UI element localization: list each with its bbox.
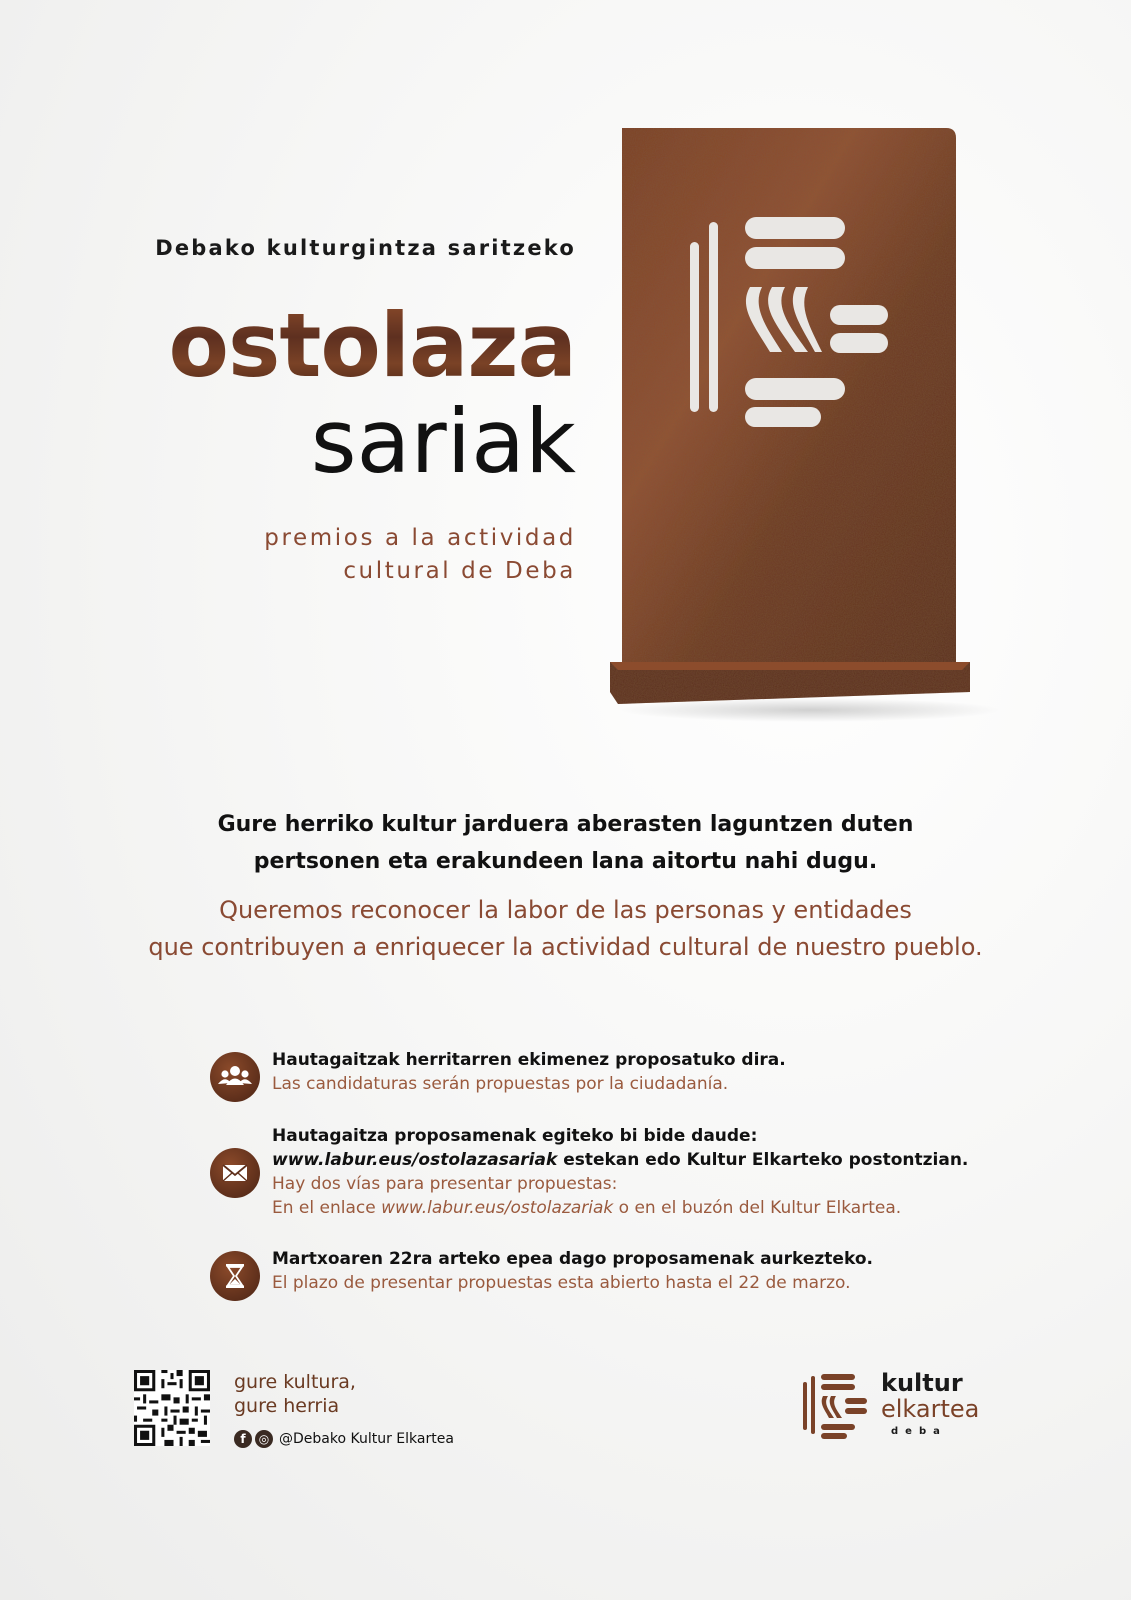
info-deadline-spanish: El plazo de presentar propuestas esta abierto hasta el 22 de marzo. — [272, 1273, 851, 1293]
hourglass-icon — [210, 1251, 260, 1301]
spanish-link-pre: En el enlace — [272, 1198, 382, 1218]
info-candidates-basque: Hautagaitzak herritarren ekimenez proposatuko dira. — [272, 1050, 786, 1070]
title-sariak: sariak — [310, 390, 576, 493]
intro-spanish — [0, 892, 1131, 966]
info-submission-spanish-line1: Hay dos vías para presentar propuestas: — [272, 1174, 618, 1194]
people-icon — [210, 1052, 260, 1102]
logo-word-kultur: kultur — [881, 1369, 963, 1397]
info-submission-basque-line2 — [272, 1148, 1032, 1172]
spanish-link-rest: o en el buzón del Kultur Elkartea. — [613, 1198, 902, 1218]
intro-spanish-line2: que contribuyen a enriquecer la actividad cultural de nuestro pueblo. — [148, 933, 983, 961]
social-links — [234, 1428, 454, 1450]
info-candidates — [210, 1048, 1030, 1100]
trophy-image — [610, 122, 1000, 732]
logo-mark-icon — [803, 1372, 871, 1440]
facebook-icon[interactable]: f — [234, 1430, 252, 1448]
intro-basque — [0, 806, 1131, 880]
slogan — [234, 1370, 356, 1418]
slogan-line2: gure herria — [234, 1395, 340, 1417]
intro-spanish-line1: Queremos reconocer la labor de las personas y entidades — [219, 896, 912, 924]
kultur-elkartea-logo — [803, 1366, 1003, 1448]
logo-word-elkartea: elkartea — [881, 1395, 980, 1423]
kicker-text: Debako kulturgintza saritzeko — [155, 236, 576, 260]
subtitle-line1: premios a la actividad — [264, 525, 576, 551]
spanish-link[interactable]: www.labur.eus/ostolazariak — [381, 1198, 614, 1218]
instagram-icon[interactable]: ◎ — [255, 1430, 273, 1448]
subtitle-line2: cultural de Deba — [343, 558, 576, 584]
info-deadline — [210, 1247, 1030, 1299]
intro-basque-line1: Gure herriko kultur jarduera aberasten laguntzen duten — [217, 812, 914, 837]
envelope-icon — [210, 1148, 260, 1198]
title-ostolaza: ostolaza — [0, 302, 576, 390]
social-handle: @Debako Kultur Elkartea — [279, 1430, 454, 1447]
info-candidates-spanish: Las candidaturas serán propuestas por la ciudadanía. — [272, 1074, 729, 1094]
qr-code-icon[interactable] — [134, 1370, 210, 1446]
info-deadline-basque: Martxoaren 22ra arteko epea dago proposamenak aurkezteko. — [272, 1249, 873, 1269]
basque-link[interactable]: www.labur.eus/ostolazasariak — [272, 1150, 558, 1170]
info-submission-spanish-line2 — [272, 1196, 1032, 1220]
slogan-line1: gure kultura, — [234, 1371, 356, 1393]
logo-word-deba: deba — [891, 1426, 947, 1437]
intro-basque-line2: pertsonen eta erakundeen lana aitortu nahi dugu. — [253, 849, 878, 874]
info-submission-basque-line1: Hautagaitza proposamenak egiteko bi bide daude: — [272, 1126, 758, 1146]
info-submission — [210, 1124, 1030, 1224]
basque-link-rest: estekan edo Kultur Elkarteko postontzian. — [557, 1150, 969, 1170]
subtitle — [0, 522, 576, 588]
